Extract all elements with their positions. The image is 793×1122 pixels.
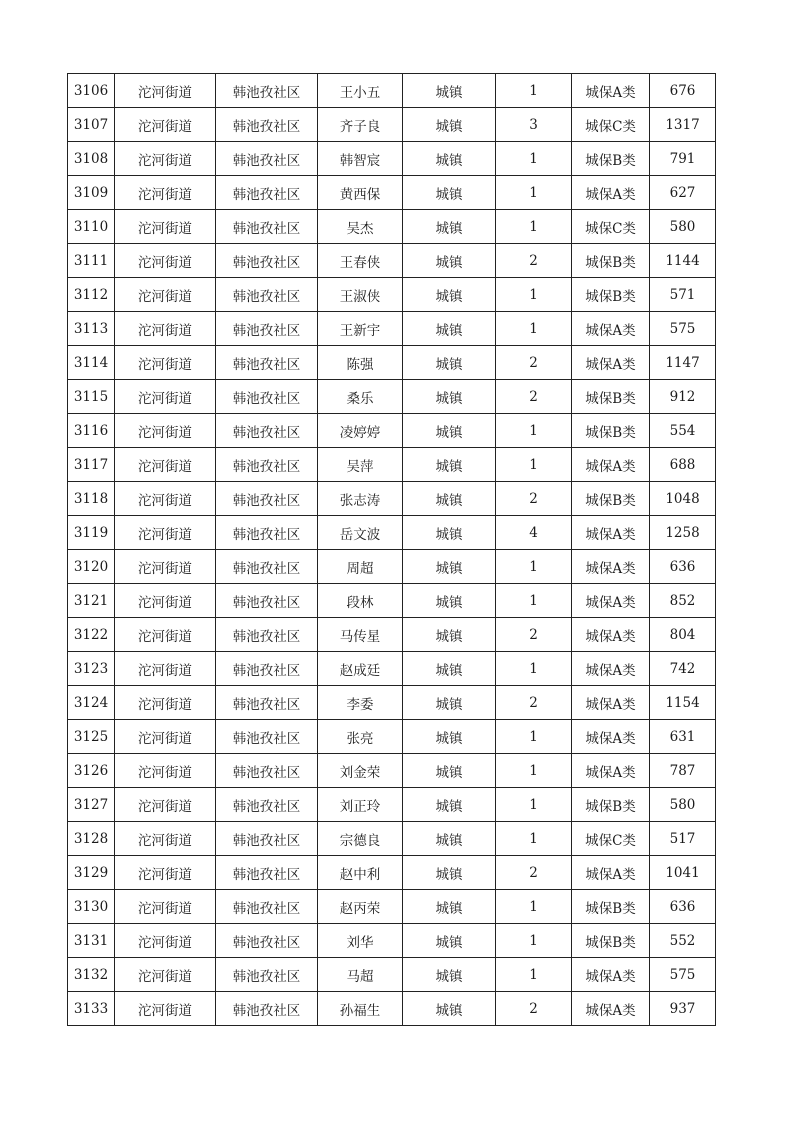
member-count-cell: 1 (496, 312, 572, 346)
name-cell: 马超 (318, 958, 403, 992)
community-cell: 韩池孜社区 (216, 108, 318, 142)
community-cell: 韩池孜社区 (216, 482, 318, 516)
serial-number-cell: 3130 (68, 890, 115, 924)
table-row (68, 346, 716, 380)
category-cell: 城保C类 (572, 108, 650, 142)
member-count-cell: 1 (496, 754, 572, 788)
table-row (68, 482, 716, 516)
serial-number-cell: 3112 (68, 278, 115, 312)
category-cell: 城保B类 (572, 414, 650, 448)
name-cell: 张亮 (318, 720, 403, 754)
serial-number-cell: 3116 (68, 414, 115, 448)
name-cell: 吴萍 (318, 448, 403, 482)
serial-number-cell: 3109 (68, 176, 115, 210)
community-cell: 韩池孜社区 (216, 754, 318, 788)
serial-number-cell: 3133 (68, 992, 115, 1026)
amount-cell: 791 (650, 142, 716, 176)
serial-number-cell: 3118 (68, 482, 115, 516)
subdistrict-cell: 沱河街道 (115, 890, 216, 924)
household-type-cell: 城镇 (403, 924, 496, 958)
table-row (68, 584, 716, 618)
household-type-cell: 城镇 (403, 856, 496, 890)
amount-cell: 627 (650, 176, 716, 210)
subdistrict-cell: 沱河街道 (115, 448, 216, 482)
community-cell: 韩池孜社区 (216, 992, 318, 1026)
member-count-cell: 1 (496, 924, 572, 958)
member-count-cell: 3 (496, 108, 572, 142)
household-type-cell: 城镇 (403, 176, 496, 210)
member-count-cell: 1 (496, 414, 572, 448)
subdistrict-cell: 沱河街道 (115, 992, 216, 1026)
subdistrict-cell: 沱河街道 (115, 958, 216, 992)
amount-cell: 1258 (650, 516, 716, 550)
community-cell: 韩池孜社区 (216, 856, 318, 890)
table-row (68, 788, 716, 822)
serial-number-cell: 3131 (68, 924, 115, 958)
category-cell: 城保A类 (572, 720, 650, 754)
subdistrict-cell: 沱河街道 (115, 108, 216, 142)
serial-number-cell: 3127 (68, 788, 115, 822)
name-cell: 王春侠 (318, 244, 403, 278)
community-cell: 韩池孜社区 (216, 176, 318, 210)
member-count-cell: 1 (496, 788, 572, 822)
subdistrict-cell: 沱河街道 (115, 754, 216, 788)
table-row (68, 618, 716, 652)
household-type-cell: 城镇 (403, 244, 496, 278)
household-type-cell: 城镇 (403, 788, 496, 822)
community-cell: 韩池孜社区 (216, 312, 318, 346)
amount-cell: 937 (650, 992, 716, 1026)
household-type-cell: 城镇 (403, 822, 496, 856)
table-row (68, 312, 716, 346)
category-cell: 城保A类 (572, 992, 650, 1026)
subdistrict-cell: 沱河街道 (115, 380, 216, 414)
member-count-cell: 1 (496, 74, 572, 108)
household-type-cell: 城镇 (403, 754, 496, 788)
member-count-cell: 2 (496, 686, 572, 720)
name-cell: 赵成廷 (318, 652, 403, 686)
category-cell: 城保A类 (572, 958, 650, 992)
table-row (68, 958, 716, 992)
amount-cell: 575 (650, 312, 716, 346)
amount-cell: 631 (650, 720, 716, 754)
community-cell: 韩池孜社区 (216, 584, 318, 618)
table-row (68, 992, 716, 1026)
member-count-cell: 1 (496, 448, 572, 482)
name-cell: 陈强 (318, 346, 403, 380)
household-type-cell: 城镇 (403, 686, 496, 720)
subdistrict-cell: 沱河街道 (115, 74, 216, 108)
community-cell: 韩池孜社区 (216, 448, 318, 482)
member-count-cell: 1 (496, 958, 572, 992)
category-cell: 城保B类 (572, 278, 650, 312)
table-row (68, 754, 716, 788)
subdistrict-cell: 沱河街道 (115, 516, 216, 550)
subdistrict-cell: 沱河街道 (115, 788, 216, 822)
member-count-cell: 1 (496, 176, 572, 210)
subdistrict-cell: 沱河街道 (115, 924, 216, 958)
community-cell: 韩池孜社区 (216, 686, 318, 720)
household-type-cell: 城镇 (403, 584, 496, 618)
category-cell: 城保A类 (572, 550, 650, 584)
subdistrict-cell: 沱河街道 (115, 312, 216, 346)
category-cell: 城保B类 (572, 924, 650, 958)
serial-number-cell: 3125 (68, 720, 115, 754)
category-cell: 城保A类 (572, 346, 650, 380)
community-cell: 韩池孜社区 (216, 550, 318, 584)
subdistrict-cell: 沱河街道 (115, 346, 216, 380)
name-cell: 桑乐 (318, 380, 403, 414)
member-count-cell: 1 (496, 652, 572, 686)
community-cell: 韩池孜社区 (216, 278, 318, 312)
name-cell: 韩智宸 (318, 142, 403, 176)
name-cell: 王淑侠 (318, 278, 403, 312)
roster-body (68, 74, 716, 1026)
category-cell: 城保A类 (572, 686, 650, 720)
category-cell: 城保B类 (572, 142, 650, 176)
category-cell: 城保A类 (572, 448, 650, 482)
table-row (68, 380, 716, 414)
benefit-roster-table (67, 73, 716, 1026)
amount-cell: 571 (650, 278, 716, 312)
subdistrict-cell: 沱河街道 (115, 618, 216, 652)
household-type-cell: 城镇 (403, 992, 496, 1026)
table-row (68, 720, 716, 754)
serial-number-cell: 3113 (68, 312, 115, 346)
household-type-cell: 城镇 (403, 958, 496, 992)
community-cell: 韩池孜社区 (216, 74, 318, 108)
name-cell: 孙福生 (318, 992, 403, 1026)
subdistrict-cell: 沱河街道 (115, 142, 216, 176)
category-cell: 城保A类 (572, 618, 650, 652)
community-cell: 韩池孜社区 (216, 380, 318, 414)
name-cell: 赵中利 (318, 856, 403, 890)
amount-cell: 676 (650, 74, 716, 108)
member-count-cell: 1 (496, 142, 572, 176)
category-cell: 城保A类 (572, 516, 650, 550)
amount-cell: 688 (650, 448, 716, 482)
community-cell: 韩池孜社区 (216, 618, 318, 652)
household-type-cell: 城镇 (403, 720, 496, 754)
subdistrict-cell: 沱河街道 (115, 720, 216, 754)
community-cell: 韩池孜社区 (216, 720, 318, 754)
name-cell: 段林 (318, 584, 403, 618)
household-type-cell: 城镇 (403, 482, 496, 516)
community-cell: 韩池孜社区 (216, 890, 318, 924)
table-row (68, 550, 716, 584)
amount-cell: 580 (650, 788, 716, 822)
name-cell: 宗德良 (318, 822, 403, 856)
category-cell: 城保A类 (572, 74, 650, 108)
subdistrict-cell: 沱河街道 (115, 822, 216, 856)
amount-cell: 517 (650, 822, 716, 856)
household-type-cell: 城镇 (403, 278, 496, 312)
name-cell: 黄西保 (318, 176, 403, 210)
community-cell: 韩池孜社区 (216, 924, 318, 958)
amount-cell: 554 (650, 414, 716, 448)
table-row (68, 74, 716, 108)
community-cell: 韩池孜社区 (216, 346, 318, 380)
community-cell: 韩池孜社区 (216, 652, 318, 686)
table-row (68, 244, 716, 278)
name-cell: 刘金荣 (318, 754, 403, 788)
member-count-cell: 2 (496, 856, 572, 890)
name-cell: 马传星 (318, 618, 403, 652)
serial-number-cell: 3120 (68, 550, 115, 584)
amount-cell: 804 (650, 618, 716, 652)
category-cell: 城保A类 (572, 754, 650, 788)
member-count-cell: 1 (496, 822, 572, 856)
subdistrict-cell: 沱河街道 (115, 244, 216, 278)
community-cell: 韩池孜社区 (216, 516, 318, 550)
name-cell: 李委 (318, 686, 403, 720)
amount-cell: 1147 (650, 346, 716, 380)
table-row (68, 448, 716, 482)
household-type-cell: 城镇 (403, 652, 496, 686)
category-cell: 城保B类 (572, 482, 650, 516)
name-cell: 张志涛 (318, 482, 403, 516)
serial-number-cell: 3115 (68, 380, 115, 414)
name-cell: 周超 (318, 550, 403, 584)
community-cell: 韩池孜社区 (216, 244, 318, 278)
serial-number-cell: 3128 (68, 822, 115, 856)
household-type-cell: 城镇 (403, 142, 496, 176)
table-row (68, 652, 716, 686)
household-type-cell: 城镇 (403, 380, 496, 414)
amount-cell: 912 (650, 380, 716, 414)
household-type-cell: 城镇 (403, 210, 496, 244)
subdistrict-cell: 沱河街道 (115, 550, 216, 584)
name-cell: 王小五 (318, 74, 403, 108)
amount-cell: 580 (650, 210, 716, 244)
table-row (68, 176, 716, 210)
household-type-cell: 城镇 (403, 414, 496, 448)
amount-cell: 636 (650, 550, 716, 584)
name-cell: 刘华 (318, 924, 403, 958)
serial-number-cell: 3129 (68, 856, 115, 890)
serial-number-cell: 3132 (68, 958, 115, 992)
table-row (68, 108, 716, 142)
member-count-cell: 1 (496, 278, 572, 312)
household-type-cell: 城镇 (403, 74, 496, 108)
subdistrict-cell: 沱河街道 (115, 686, 216, 720)
category-cell: 城保C类 (572, 210, 650, 244)
subdistrict-cell: 沱河街道 (115, 414, 216, 448)
member-count-cell: 1 (496, 550, 572, 584)
amount-cell: 787 (650, 754, 716, 788)
category-cell: 城保A类 (572, 584, 650, 618)
subdistrict-cell: 沱河街道 (115, 176, 216, 210)
name-cell: 岳文波 (318, 516, 403, 550)
household-type-cell: 城镇 (403, 312, 496, 346)
table-row (68, 516, 716, 550)
serial-number-cell: 3114 (68, 346, 115, 380)
member-count-cell: 1 (496, 890, 572, 924)
table-row (68, 856, 716, 890)
serial-number-cell: 3123 (68, 652, 115, 686)
category-cell: 城保C类 (572, 822, 650, 856)
amount-cell: 575 (650, 958, 716, 992)
amount-cell: 636 (650, 890, 716, 924)
name-cell: 赵丙荣 (318, 890, 403, 924)
category-cell: 城保A类 (572, 312, 650, 346)
amount-cell: 1048 (650, 482, 716, 516)
name-cell: 吴杰 (318, 210, 403, 244)
subdistrict-cell: 沱河街道 (115, 210, 216, 244)
category-cell: 城保A类 (572, 652, 650, 686)
subdistrict-cell: 沱河街道 (115, 482, 216, 516)
serial-number-cell: 3111 (68, 244, 115, 278)
member-count-cell: 4 (496, 516, 572, 550)
serial-number-cell: 3106 (68, 74, 115, 108)
household-type-cell: 城镇 (403, 890, 496, 924)
community-cell: 韩池孜社区 (216, 414, 318, 448)
community-cell: 韩池孜社区 (216, 142, 318, 176)
household-type-cell: 城镇 (403, 516, 496, 550)
name-cell: 齐子良 (318, 108, 403, 142)
household-type-cell: 城镇 (403, 618, 496, 652)
table-row (68, 924, 716, 958)
household-type-cell: 城镇 (403, 550, 496, 584)
amount-cell: 742 (650, 652, 716, 686)
member-count-cell: 2 (496, 346, 572, 380)
amount-cell: 1154 (650, 686, 716, 720)
subdistrict-cell: 沱河街道 (115, 652, 216, 686)
table-row (68, 142, 716, 176)
name-cell: 刘正玲 (318, 788, 403, 822)
name-cell: 凌婷婷 (318, 414, 403, 448)
amount-cell: 1144 (650, 244, 716, 278)
table-row (68, 822, 716, 856)
member-count-cell: 2 (496, 482, 572, 516)
subdistrict-cell: 沱河街道 (115, 278, 216, 312)
member-count-cell: 1 (496, 720, 572, 754)
community-cell: 韩池孜社区 (216, 210, 318, 244)
amount-cell: 1317 (650, 108, 716, 142)
category-cell: 城保B类 (572, 788, 650, 822)
table-row (68, 414, 716, 448)
serial-number-cell: 3124 (68, 686, 115, 720)
category-cell: 城保A类 (572, 176, 650, 210)
table-row (68, 686, 716, 720)
serial-number-cell: 3107 (68, 108, 115, 142)
community-cell: 韩池孜社区 (216, 822, 318, 856)
member-count-cell: 2 (496, 618, 572, 652)
table-row (68, 278, 716, 312)
member-count-cell: 1 (496, 210, 572, 244)
member-count-cell: 1 (496, 584, 572, 618)
member-count-cell: 2 (496, 380, 572, 414)
serial-number-cell: 3121 (68, 584, 115, 618)
category-cell: 城保B类 (572, 380, 650, 414)
category-cell: 城保B类 (572, 244, 650, 278)
community-cell: 韩池孜社区 (216, 788, 318, 822)
subdistrict-cell: 沱河街道 (115, 856, 216, 890)
name-cell: 王新宇 (318, 312, 403, 346)
member-count-cell: 2 (496, 992, 572, 1026)
amount-cell: 1041 (650, 856, 716, 890)
table-row (68, 210, 716, 244)
household-type-cell: 城镇 (403, 448, 496, 482)
member-count-cell: 2 (496, 244, 572, 278)
subdistrict-cell: 沱河街道 (115, 584, 216, 618)
category-cell: 城保A类 (572, 856, 650, 890)
serial-number-cell: 3117 (68, 448, 115, 482)
serial-number-cell: 3126 (68, 754, 115, 788)
category-cell: 城保B类 (572, 890, 650, 924)
household-type-cell: 城镇 (403, 346, 496, 380)
household-type-cell: 城镇 (403, 108, 496, 142)
serial-number-cell: 3122 (68, 618, 115, 652)
amount-cell: 552 (650, 924, 716, 958)
amount-cell: 852 (650, 584, 716, 618)
serial-number-cell: 3119 (68, 516, 115, 550)
serial-number-cell: 3108 (68, 142, 115, 176)
table-row (68, 890, 716, 924)
community-cell: 韩池孜社区 (216, 958, 318, 992)
serial-number-cell: 3110 (68, 210, 115, 244)
